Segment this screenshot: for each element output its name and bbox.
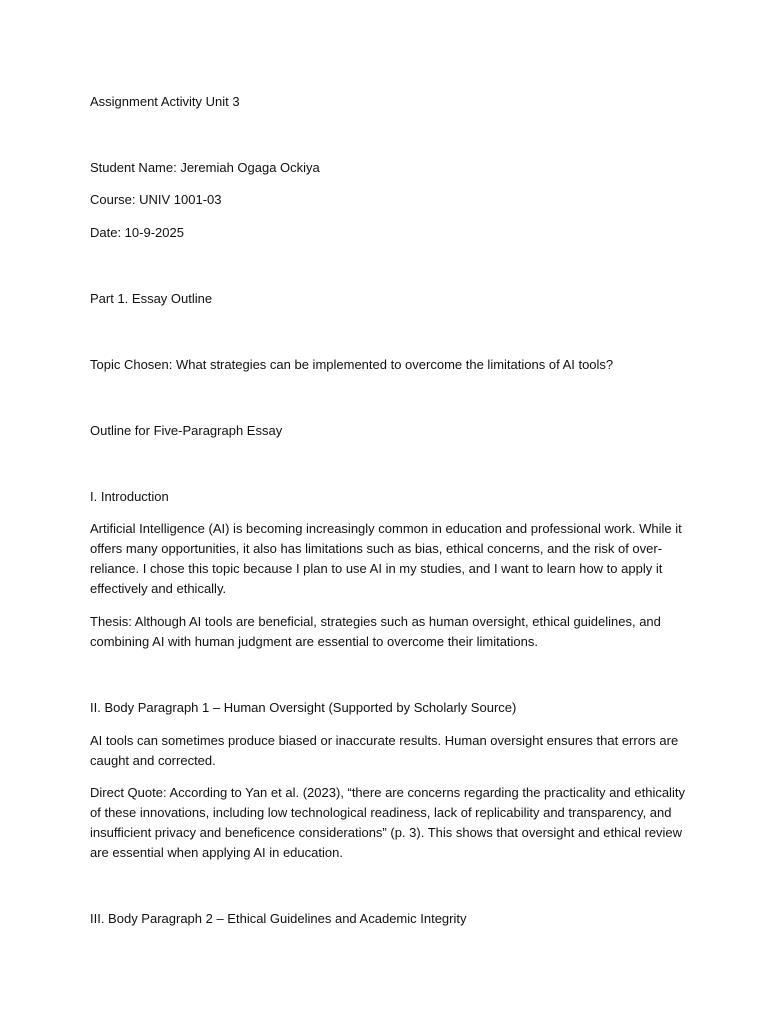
course: Course: UNIV 1001-03 <box>90 192 222 207</box>
thesis-line: combining AI with human judgment are essential to overcome their limitations. <box>90 634 538 649</box>
intro-line: reliance. I chose this topic because I plan to use AI in my studies, and I want to learn how to apply it <box>90 561 663 576</box>
intro-line: Artificial Intelligence (AI) is becoming increasingly common in education and professional work. While it <box>90 521 682 536</box>
body1-line: AI tools can sometimes produce biased or inaccurate results. Human oversight ensures that errors are <box>90 733 679 748</box>
intro-line: effectively and ethically. <box>90 581 227 596</box>
intro-paragraph <box>90 519 680 599</box>
quote-line: insufficient privacy and beneficence considerations” (p. 3). This shows that oversight and ethical review <box>90 825 683 840</box>
topic-chosen: Topic Chosen: What strategies can be implemented to overcome the limitations of AI tools? <box>90 357 614 372</box>
quote-line: are essential when applying AI in education. <box>90 845 343 860</box>
date: Date: 10-9-2025 <box>90 225 184 240</box>
student-name: Student Name: Jeremiah Ogaga Ockiya <box>90 160 320 175</box>
intro-heading: I. Introduction <box>90 489 169 504</box>
quote-line: of these innovations, including low technological readiness, lack of replicability and transparency, and <box>90 805 672 820</box>
thesis-paragraph <box>90 612 680 652</box>
quote-line: Direct Quote: According to Yan et al. (2023), “there are concerns regarding the practicality and ethicality <box>90 785 685 800</box>
body1-line: caught and corrected. <box>90 753 216 768</box>
body1-heading: II. Body Paragraph 1 – Human Oversight (Supported by Scholarly Source) <box>90 700 517 715</box>
quote-paragraph <box>90 783 685 863</box>
body2-heading: III. Body Paragraph 2 – Ethical Guidelines and Academic Integrity <box>90 911 467 926</box>
document-title: Assignment Activity Unit 3 <box>90 94 240 109</box>
outline-heading: Outline for Five-Paragraph Essay <box>90 423 283 438</box>
thesis-line: Thesis: Although AI tools are beneficial, strategies such as human oversight, ethical guidelines, and <box>90 614 661 629</box>
body1-paragraph <box>90 731 680 771</box>
intro-line: offers many opportunities, it also has limitations such as bias, ethical concerns, and the risk of over- <box>90 541 663 556</box>
part1-heading: Part 1. Essay Outline <box>90 291 213 306</box>
